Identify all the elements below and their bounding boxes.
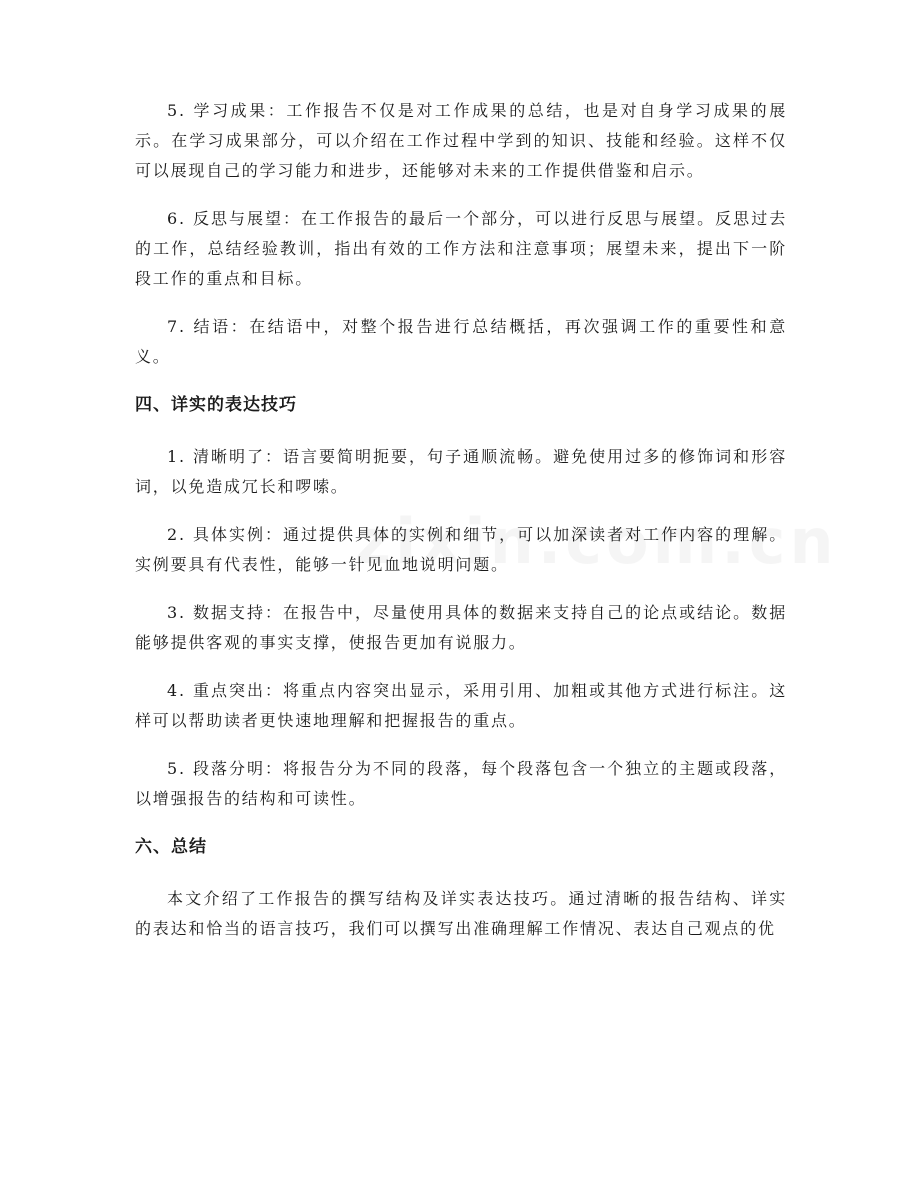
section-heading-expression-skills: 四、详实的表达技巧 xyxy=(135,395,297,415)
paragraph-conclusion: 7. 结语：在结语中，对整个报告进行总结概括，再次强调工作的重要性和意义。 xyxy=(135,317,787,366)
paragraph-summary: 本文介绍了工作报告的撰写结构及详实表达技巧。通过清晰的报告结构、详实的表达和恰当的语言技巧，我们可以撰写出准确理解工作情况、表达自己观点的优 xyxy=(135,889,787,938)
paragraph-clarity: 1. 清晰明了：语言要简明扼要，句子通顺流畅。避免使用过多的修饰词和形容词，以免造成冗长和啰嗦。 xyxy=(135,447,787,496)
paragraph-learning-outcomes: 5. 学习成果：工作报告不仅是对工作成果的总结，也是对自身学习成果的展示。在学习成果部分，可以介绍在工作过程中学到的知识、技能和经验。这样不仅可以展现自己的学习能力和进步，还能够对未来的工作提供借鉴和启示。 xyxy=(135,101,787,180)
section-heading-summary: 六、总结 xyxy=(135,837,207,857)
paragraph-paragraphing: 5. 段落分明：将报告分为不同的段落，每个段落包含一个独立的主题或段落，以增强报告的结构和可读性。 xyxy=(135,759,787,808)
paragraph-examples: 2. 具体实例：通过提供具体的实例和细节，可以加深读者对工作内容的理解。实例要具有代表性，能够一针见血地说明问题。 xyxy=(135,525,787,574)
paragraph-highlight: 4. 重点突出：将重点内容突出显示，采用引用、加粗或其他方式进行标注。这样可以帮助读者更快速地理解和把握报告的重点。 xyxy=(135,681,787,730)
paragraph-reflection-outlook: 6. 反思与展望：在工作报告的最后一个部分，可以进行反思与展望。反思过去的工作，总结经验教训，指出有效的工作方法和注意事项；展望未来，提出下一阶段工作的重点和目标。 xyxy=(135,209,787,288)
paragraph-data-support: 3. 数据支持：在报告中，尽量使用具体的数据来支持自己的论点或结论。数据能够提供客观的事实支撑，使报告更加有说服力。 xyxy=(135,603,787,652)
document-page xyxy=(135,96,787,962)
